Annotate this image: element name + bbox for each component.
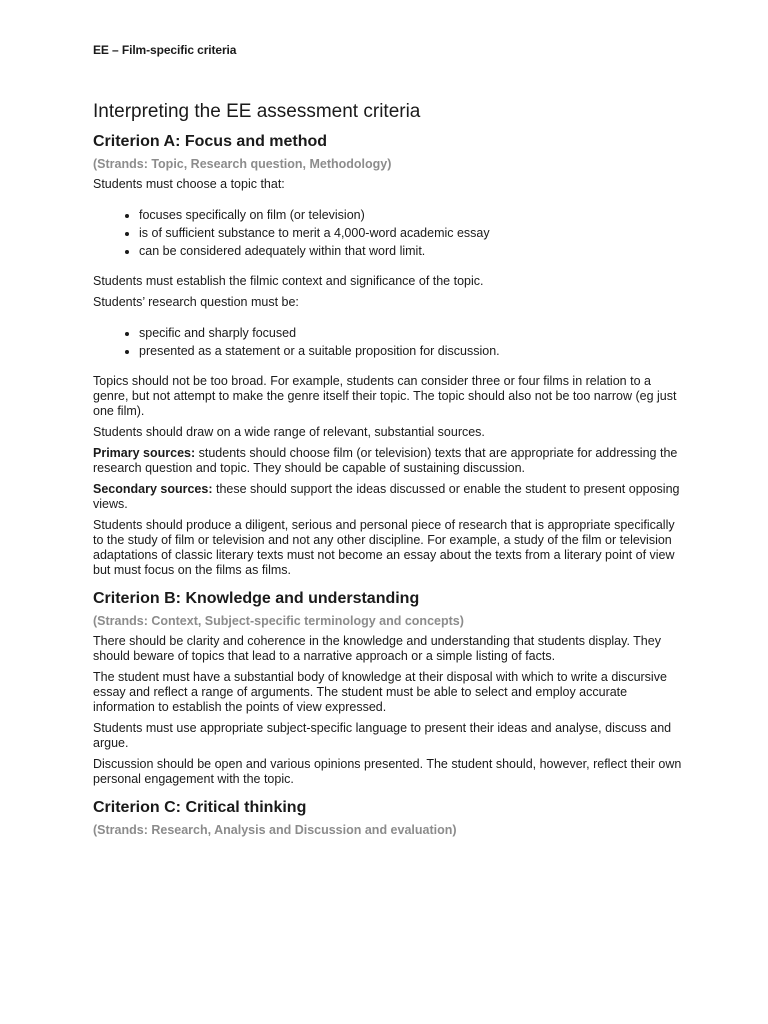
criterion-a-heading: Criterion A: Focus and method <box>93 133 328 150</box>
criterion-c-strands: (Strands: Research, Analysis and Discussion and evaluation) <box>93 823 457 837</box>
secondary-sources-paragraph <box>93 482 683 512</box>
paragraph: Students must use appropriate subject-specific language to present their ideas and analyse, discuss and argue. <box>93 721 672 750</box>
paragraph: The student must have a substantial body of knowledge at their disposal with which to write a discursive essay and reflect a range of arguments. The student must be able to select and employ accurate information to establish the points of view expressed. <box>93 670 667 714</box>
page-header: EE – Film-specific criteria <box>93 43 237 57</box>
topic-requirements-list <box>93 206 683 260</box>
list-item: • is of sufficient substance to merit a 4,000-word academic essay <box>139 224 683 242</box>
criterion-a-strands: (Strands: Topic, Research question, Methodology) <box>93 157 392 171</box>
list-item: • presented as a statement or a suitable proposition for discussion. <box>139 342 683 360</box>
primary-sources-label: Primary sources: <box>93 446 196 460</box>
criterion-b-section <box>93 590 683 787</box>
primary-sources-text: students should choose film (or television) texts that are appropriate for addressing the research question and topic. They should be capable of sustaining discussion. <box>93 446 678 475</box>
paragraph: Students’ research question must be: <box>93 295 299 309</box>
document-title: Interpreting the EE assessment criteria <box>93 101 421 122</box>
list-item: • can be considered adequately within that word limit. <box>139 242 683 260</box>
paragraph: Discussion should be open and various opinions presented. The student should, however, reflect their own personal engagement with the topic. <box>93 757 682 786</box>
paragraph: There should be clarity and coherence in the knowledge and understanding that students display. They should beware of topics that lead to a narrative approach or a simple listing of facts. <box>93 634 661 663</box>
primary-sources-paragraph <box>93 446 683 476</box>
criterion-c-heading: Criterion C: Critical thinking <box>93 799 307 816</box>
document-body <box>93 101 683 843</box>
paragraph: Students should produce a diligent, serious and personal piece of research that is appropriate specifically to the study of film or television and not any other discipline. For example, a study of the film or television adaptations of classic literary texts must not become an essay about the texts from a literary point of view but must focus on the films as films. <box>93 518 675 577</box>
list-item: • focuses specifically on film (or television) <box>139 206 683 224</box>
criterion-b-strands: (Strands: Context, Subject-specific terminology and concepts) <box>93 614 464 628</box>
secondary-sources-label: Secondary sources: <box>93 482 213 496</box>
criterion-a-section <box>93 133 683 578</box>
list-item: • specific and sharply focused <box>139 324 683 342</box>
paragraph: Students must establish the filmic context and significance of the topic. <box>93 274 484 288</box>
secondary-sources-text: these should support the ideas discussed or enable the student to present opposing views. <box>93 482 680 511</box>
research-question-list <box>93 324 683 360</box>
criterion-b-heading: Criterion B: Knowledge and understanding <box>93 590 420 607</box>
criterion-c-section <box>93 799 683 837</box>
paragraph: Topics should not be too broad. For example, students can consider three or four films in relation to a genre, but not attempt to make the genre itself their topic. The topic should also not be too narrow (eg just one film). <box>93 374 677 418</box>
paragraph: Students should draw on a wide range of relevant, substantial sources. <box>93 425 485 439</box>
paragraph: Students must choose a topic that: <box>93 177 285 191</box>
